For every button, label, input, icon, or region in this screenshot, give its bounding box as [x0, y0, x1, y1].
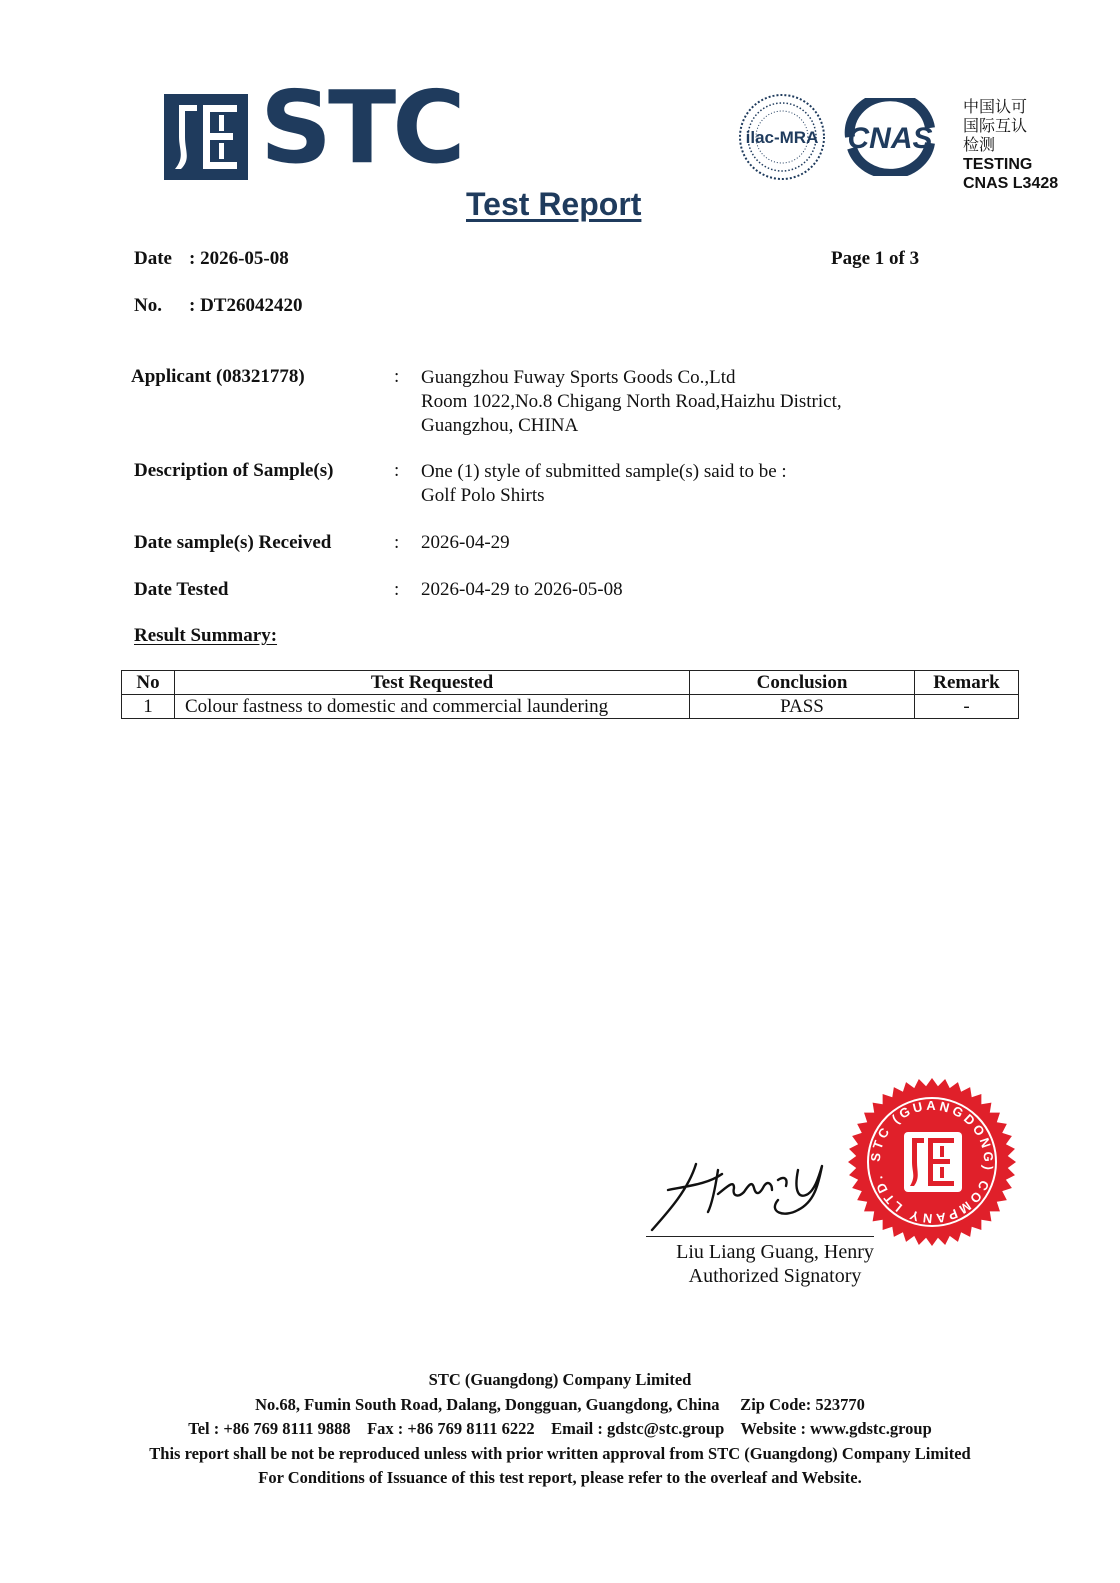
page-indicator: Page 1 of 3 [831, 248, 920, 269]
report-title: Test Report [466, 186, 642, 222]
cell-no: 1 [122, 695, 175, 719]
cnas-label: CNAS [847, 122, 933, 155]
tested-label: Date Tested [134, 579, 229, 600]
cnas-icon [840, 98, 940, 176]
footer [0, 1368, 1120, 1491]
accreditation-line: 检测 [963, 137, 996, 154]
description-line: Golf Polo Shirts [421, 485, 545, 506]
signatory-name: Liu Liang Guang, Henry [676, 1241, 874, 1263]
stc-emblem-icon [167, 97, 245, 177]
applicant-line: Guangzhou, CHINA [421, 415, 579, 436]
applicant-label: Applicant (08321778) [131, 366, 305, 387]
field-colon: : [394, 460, 400, 481]
accreditation-line: 国际互认 [963, 118, 1028, 135]
date-label: Date [134, 248, 172, 269]
stc-logo-mark [164, 94, 248, 180]
stc-logo [164, 69, 484, 186]
ilac-mra-label: ilac-MRA [745, 128, 819, 147]
applicant-value [421, 366, 842, 438]
field-colon: : [394, 366, 400, 387]
result-table [121, 670, 1019, 719]
applicant-line: Guangzhou Fuway Sports Goods Co.,Ltd [421, 367, 736, 388]
date-value: : 2026-05-08 [189, 248, 289, 269]
handwritten-signature [648, 1150, 838, 1236]
column-header-test: Test Requested [175, 671, 690, 695]
footer-company: STC (Guangdong) Company Limited [428, 1370, 692, 1389]
field-colon: : [394, 532, 400, 553]
column-header-no: No [122, 671, 175, 695]
stc-logo-text: STC [260, 69, 462, 186]
description-value [421, 460, 787, 508]
footer-address: No.68, Fumin South Road, Dalang, Dongguan, Guangdong, China Zip Code: 523770 [255, 1394, 865, 1414]
accreditation-line: CNAS L3428 [963, 175, 1059, 192]
signature-line [646, 1236, 874, 1237]
applicant-line: Room 1022,No.8 Chigang North Road,Haizhu District, [421, 391, 842, 412]
footer-reproduction-notice: This report shall be not be reproduced unless with prior written approval from STC (Guangdong) Company Limited [149, 1443, 971, 1463]
table-header-row [122, 671, 1019, 695]
tested-value: 2026-04-29 to 2026-05-08 [421, 579, 623, 600]
description-line: One (1) style of submitted sample(s) said to be : [421, 461, 787, 482]
footer-conditions: For Conditions of Issuance of this test report, please refer to the overleaf and Website. [258, 1468, 862, 1487]
seal-ring-text: STC (GUANGDONG) COMPANY LTD. [867, 1097, 997, 1227]
received-label: Date sample(s) Received [134, 532, 332, 553]
cell-test: Colour fastness to domestic and commercial laundering [175, 695, 690, 719]
report-no-label: No. [134, 295, 162, 316]
report-no-value: : DT26042420 [189, 295, 303, 316]
column-header-conclusion: Conclusion [690, 671, 915, 695]
company-seal [846, 1076, 1018, 1248]
result-summary-heading: Result Summary: [134, 625, 278, 646]
column-header-remark: Remark [915, 671, 1019, 695]
accreditation-text [963, 98, 1058, 193]
accreditation-line: TESTING [963, 156, 1033, 173]
description-label: Description of Sample(s) [134, 460, 334, 481]
footer-contact: Tel : +86 769 8111 9888 Fax : +86 769 8111 6222 Email : gdstc@stc.group Website : www.gdstc.group [188, 1419, 932, 1438]
table-row [122, 695, 1019, 719]
received-value: 2026-04-29 [421, 532, 510, 553]
cell-conclusion: PASS [690, 695, 915, 719]
cell-remark: - [915, 695, 1019, 719]
ilac-mra-icon [738, 93, 826, 181]
signatory-title: Authorized Signatory [688, 1265, 862, 1287]
accreditation-line: 中国认可 [963, 99, 1028, 116]
field-colon: : [394, 579, 400, 600]
